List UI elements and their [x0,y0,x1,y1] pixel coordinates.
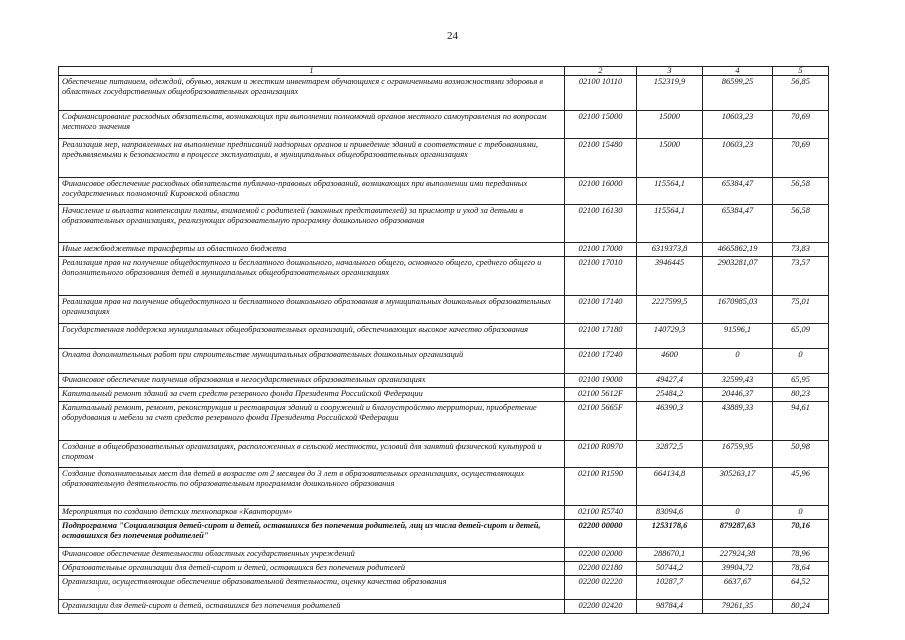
row-plan-value-cell: 664134,8 [637,468,703,506]
row-percent-cell: 75,01 [773,296,829,324]
row-actual-value-cell: 6637,67 [703,576,773,600]
page-number: 24 [447,30,458,42]
row-code-cell: 02100 15000 [565,111,637,139]
column-header-plan: 3 [637,67,703,76]
row-percent-cell: 50,98 [773,441,829,468]
row-plan-value-cell: 50744,2 [637,562,703,576]
row-plan-value-cell: 25484,2 [637,388,703,402]
row-actual-value-cell: 10603,23 [703,111,773,139]
row-plan-value-cell: 115564,1 [637,178,703,205]
table-row [59,296,829,324]
row-code-cell: 02100 17180 [565,324,637,349]
row-actual-value-cell: 20446,37 [703,388,773,402]
row-percent-cell: 45,96 [773,468,829,506]
row-percent-cell: 94,61 [773,402,829,441]
table-row [59,600,829,614]
row-actual-value-cell: 65384,47 [703,205,773,243]
row-code-cell: 02200 02000 [565,548,637,562]
row-code-cell: 02100 19000 [565,374,637,388]
row-actual-value-cell: 2903281,07 [703,257,773,296]
table-row [59,374,829,388]
row-percent-cell: 80,23 [773,388,829,402]
row-percent-cell: 80,24 [773,600,829,614]
row-plan-value-cell: 4600 [637,349,703,374]
row-actual-value-cell: 879287,63 [703,520,773,548]
row-code-cell: 02100 16130 [565,205,637,243]
row-name-cell: Создание дополнительных мест для детей в возрасте от 2 месяцев до 3 лет в образовательных организациях, осуществляющих образовательную деятельность по образовательным программам дошкольного образования [59,468,565,506]
table-row [59,139,829,178]
row-plan-value-cell: 83094,6 [637,506,703,520]
row-code-cell: 02100 10110 [565,76,637,111]
row-percent-cell: 73,57 [773,257,829,296]
table-row [59,520,829,548]
row-plan-value-cell: 1253178,6 [637,520,703,548]
row-code-cell: 02200 02420 [565,600,637,614]
table-row [59,468,829,506]
row-plan-value-cell: 152319,9 [637,76,703,111]
row-code-cell: 02100 17140 [565,296,637,324]
table-row [59,402,829,441]
row-plan-value-cell: 49427,4 [637,374,703,388]
row-percent-cell: 0 [773,506,829,520]
column-header-name: 1 [59,67,565,76]
row-actual-value-cell: 4665862,19 [703,243,773,257]
column-header-code: 2 [565,67,637,76]
table-row [59,178,829,205]
row-plan-value-cell: 15000 [637,139,703,178]
row-plan-value-cell: 115564,1 [637,205,703,243]
row-plan-value-cell: 3946445 [637,257,703,296]
row-actual-value-cell: 0 [703,506,773,520]
header-row [59,67,829,76]
row-name-cell: Софинансирование расходных обязательств, возникающих при выполнении полномочий органов местного самоуправления по вопросам местного значения [59,111,565,139]
row-actual-value-cell: 39904,72 [703,562,773,576]
row-percent-cell: 78,96 [773,548,829,562]
row-actual-value-cell: 65384,47 [703,178,773,205]
row-name-cell: Оплата дополнительных работ при строительстве муниципальных образовательных дошкольных организаций [59,349,565,374]
table-row [59,562,829,576]
row-actual-value-cell: 305263,17 [703,468,773,506]
row-code-cell: 02200 02180 [565,562,637,576]
row-plan-value-cell: 46390,3 [637,402,703,441]
row-name-cell: Финансовое обеспечение деятельности областных государственных учреждений [59,548,565,562]
row-percent-cell: 56,58 [773,178,829,205]
row-code-cell: 02100 R1590 [565,468,637,506]
row-percent-cell: 70,16 [773,520,829,548]
row-name-cell: Реализация прав на получение общедоступного и бесплатного дошкольного, начального общего, основного общего, среднего общего и дополнительного образования детей в муниципальных общеобразовательных организациях [59,257,565,296]
row-code-cell: 02200 00000 [565,520,637,548]
table-row [59,76,829,111]
row-name-cell: Финансовое обеспечение получения образования в негосударственных образовательных организациях [59,374,565,388]
row-actual-value-cell: 0 [703,349,773,374]
row-code-cell: 02100 R0970 [565,441,637,468]
row-code-cell: 02200 02220 [565,576,637,600]
row-code-cell: 02100 16000 [565,178,637,205]
table-row [59,388,829,402]
table-body [59,76,829,614]
row-name-cell: Подпрограмма "Социализация детей-сирот и детей, оставшихся без попечения родителей, лиц из числа детей-сирот и детей, оставшихся без попечения родителей" [59,520,565,548]
row-plan-value-cell: 140729,3 [637,324,703,349]
row-actual-value-cell: 227924,38 [703,548,773,562]
row-name-cell: Обеспечение питанием, одеждой, обувью, мягким и жестким инвентарем обучающихся с ограниченными возможностями здоровья в областных государственных общеобразовательных организациях [59,76,565,111]
table-row [59,111,829,139]
row-plan-value-cell: 6319373,8 [637,243,703,257]
row-name-cell: Иные межбюджетные трансферты из областного бюджета [59,243,565,257]
row-name-cell: Капитальный ремонт зданий за счет средств резервного фонда Президента Российской Федерации [59,388,565,402]
table-row [59,243,829,257]
row-name-cell: Образовательные организации для детей-сирот и детей, оставшихся без попечения родителей [59,562,565,576]
row-plan-value-cell: 288670,1 [637,548,703,562]
row-actual-value-cell: 79261,35 [703,600,773,614]
row-code-cell: 02100 15480 [565,139,637,178]
row-code-cell: 02100 5612F [565,388,637,402]
row-percent-cell: 65,95 [773,374,829,388]
row-percent-cell: 56,85 [773,76,829,111]
table-row [59,576,829,600]
row-plan-value-cell: 10287,7 [637,576,703,600]
row-percent-cell: 73,83 [773,243,829,257]
row-percent-cell: 0 [773,349,829,374]
row-name-cell: Начисление и выплата компенсации платы, взимаемой с родителей (законных представителей) за присмотр и уход за детьми в образовательных организациях, реализующих образовательную программу дошкольного образования [59,205,565,243]
row-percent-cell: 65,09 [773,324,829,349]
row-actual-value-cell: 91596,1 [703,324,773,349]
table-row [59,205,829,243]
row-actual-value-cell: 10603,23 [703,139,773,178]
row-name-cell: Финансовое обеспечение расходных обязательств публично-правовых образований, возникающих при выполнении ими переданных государственных полномочий Кировской области [59,178,565,205]
row-percent-cell: 70,69 [773,139,829,178]
column-header-percent: 5 [773,67,829,76]
row-percent-cell: 56,58 [773,205,829,243]
table-row [59,441,829,468]
table-row [59,349,829,374]
table-row [59,506,829,520]
row-percent-cell: 70,69 [773,111,829,139]
row-plan-value-cell: 98784,4 [637,600,703,614]
row-code-cell: 02100 17010 [565,257,637,296]
table-row [59,324,829,349]
row-plan-value-cell: 32872,5 [637,441,703,468]
row-name-cell: Государственная поддержка муниципальных общеобразовательных организаций, обеспечивающих высокое качество образования [59,324,565,349]
row-plan-value-cell: 2227599,5 [637,296,703,324]
table-row [59,257,829,296]
row-actual-value-cell: 1670985,03 [703,296,773,324]
row-percent-cell: 64,52 [773,576,829,600]
row-name-cell: Мероприятия по созданию детских технопарков «Кванториум» [59,506,565,520]
row-name-cell: Создание в общеобразовательных организациях, расположенных в сельской местности, условий для занятий физической культурой и спортом [59,441,565,468]
row-actual-value-cell: 86599,25 [703,76,773,111]
row-actual-value-cell: 16759,95 [703,441,773,468]
row-code-cell: 02100 5665F [565,402,637,441]
row-name-cell: Организации, осуществляющие обеспечение образовательной деятельности, оценку качества образования [59,576,565,600]
row-plan-value-cell: 15000 [637,111,703,139]
row-actual-value-cell: 43889,33 [703,402,773,441]
budget-table [58,66,829,614]
table-row [59,548,829,562]
row-name-cell: Капитальный ремонт, ремонт, реконструкция и реставрация зданий и сооружений и благоустройство территории, приобретение оборудования и мебели за счет средств резервного фонда Президента Российской Федерации [59,402,565,441]
column-header-actual: 4 [703,67,773,76]
row-actual-value-cell: 32599,43 [703,374,773,388]
row-name-cell: Реализация мер, направленных на выполнение предписаний надзорных органов и приведение зданий в соответствие с требованиями, предъявляемыми к безопасности в процессе эксплуатации, в муниципальных общеобразовательных организациях [59,139,565,178]
row-code-cell: 02100 17240 [565,349,637,374]
row-code-cell: 02100 R5740 [565,506,637,520]
row-name-cell: Реализация прав на получение общедоступного и бесплатного дошкольного образования в муниципальных дошкольных образовательных организациях [59,296,565,324]
row-name-cell: Организации для детей-сирот и детей, оставшихся без попечения родителей [59,600,565,614]
row-percent-cell: 78,64 [773,562,829,576]
row-code-cell: 02100 17000 [565,243,637,257]
